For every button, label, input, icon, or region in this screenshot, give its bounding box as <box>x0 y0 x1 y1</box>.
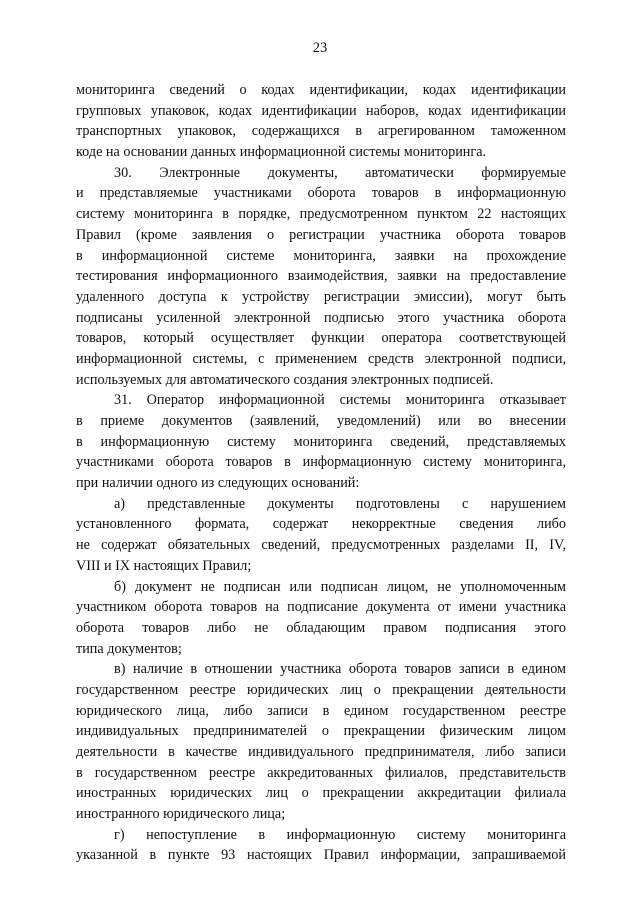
body-text <box>76 80 566 866</box>
text-line: в государственном реестре аккредитованных филиалов, представительств <box>76 764 566 781</box>
text-line: используемых для автоматического создания электронных подписей. <box>76 371 494 388</box>
text-line: оборота товаров либо не обладающим правом подписания этого <box>76 619 566 636</box>
text-line: установленного формата, содержат некорректные сведения либо <box>76 516 566 533</box>
text-line: групповых упаковок, кодах идентификации наборов, кодах идентификации <box>76 102 566 119</box>
text-line: товаров, который осуществляет функции оператора соответствующей <box>76 330 566 347</box>
text-line: г) непоступление в информационную систему мониторинга <box>114 826 566 843</box>
text-line: участником оборота товаров на подписание документа от имени участника <box>76 599 566 616</box>
text-line: б) документ не подписан или подписан лицом, не уполномоченным <box>114 578 566 595</box>
text-line: индивидуальных предпринимателей о прекращении физическим лицом <box>76 723 566 740</box>
text-line: удаленного доступа к устройству регистрации эмиссии), могут быть <box>76 288 566 305</box>
text-line: 31. Оператор информационной системы мониторинга отказывает <box>114 392 566 409</box>
text-line: мониторинга сведений о кодах идентификации, кодах идентификации <box>76 82 566 98</box>
text-line: информационной системы, с применением средств электронной подписи, <box>76 350 566 367</box>
text-line: коде на основании данных информационной системы мониторинга. <box>76 144 487 161</box>
text-line: деятельности в качестве индивидуального предпринимателя, либо записи <box>76 744 566 760</box>
text-line: типа документов; <box>76 640 182 657</box>
text-line: в информационную систему мониторинга сведений, представляемых <box>76 433 566 450</box>
text-line: и представляемые участниками оборота товаров в информационную <box>76 185 566 202</box>
text-line: при наличии одного из следующих оснований: <box>76 475 360 492</box>
text-line: в информационной системе мониторинга, заявки на прохождение <box>76 247 566 264</box>
text-line: в приеме документов (заявлений, уведомлений) или во внесении <box>76 413 566 429</box>
text-line: а) представленные документы подготовлены с нарушением <box>114 495 566 512</box>
text-line: VIII и IX настоящих Правил; <box>76 557 252 574</box>
text-line: Правил (кроме заявления о регистрации участника оборота товаров <box>76 226 566 243</box>
text-line: 30. Электронные документы, автоматически формируемые <box>114 164 566 181</box>
text-line: не содержат обязательных сведений, предусмотренных разделами II, IV, <box>76 537 566 554</box>
text-line: иностранных юридических лиц о прекращении аккредитации филиала <box>76 785 566 802</box>
text-line: в) наличие в отношении участника оборота товаров записи в едином <box>114 661 566 678</box>
text-line: юридического лица, либо записи в едином государственном реестре <box>76 702 566 719</box>
text-line: иностранного юридического лица; <box>76 806 286 823</box>
text-line: тестирования информационного взаимодействия, заявки на предоставление <box>76 268 566 285</box>
text-line: указанной в пункте 93 настоящих Правил информации, запрашиваемой <box>76 847 566 864</box>
text-line: транспортных упаковок, содержащихся в агрегированном таможенном <box>76 123 566 140</box>
text-line: подписаны усиленной электронной подписью этого участника оборота <box>76 309 566 326</box>
text-line: государственном реестре юридических лиц о прекращении деятельности <box>76 681 566 698</box>
text-line: систему мониторинга в порядке, предусмотренном пунктом 22 настоящих <box>76 206 566 223</box>
page-number: 23 <box>312 40 328 56</box>
text-line: участниками оборота товаров в информационную систему мониторинга, <box>76 454 566 471</box>
